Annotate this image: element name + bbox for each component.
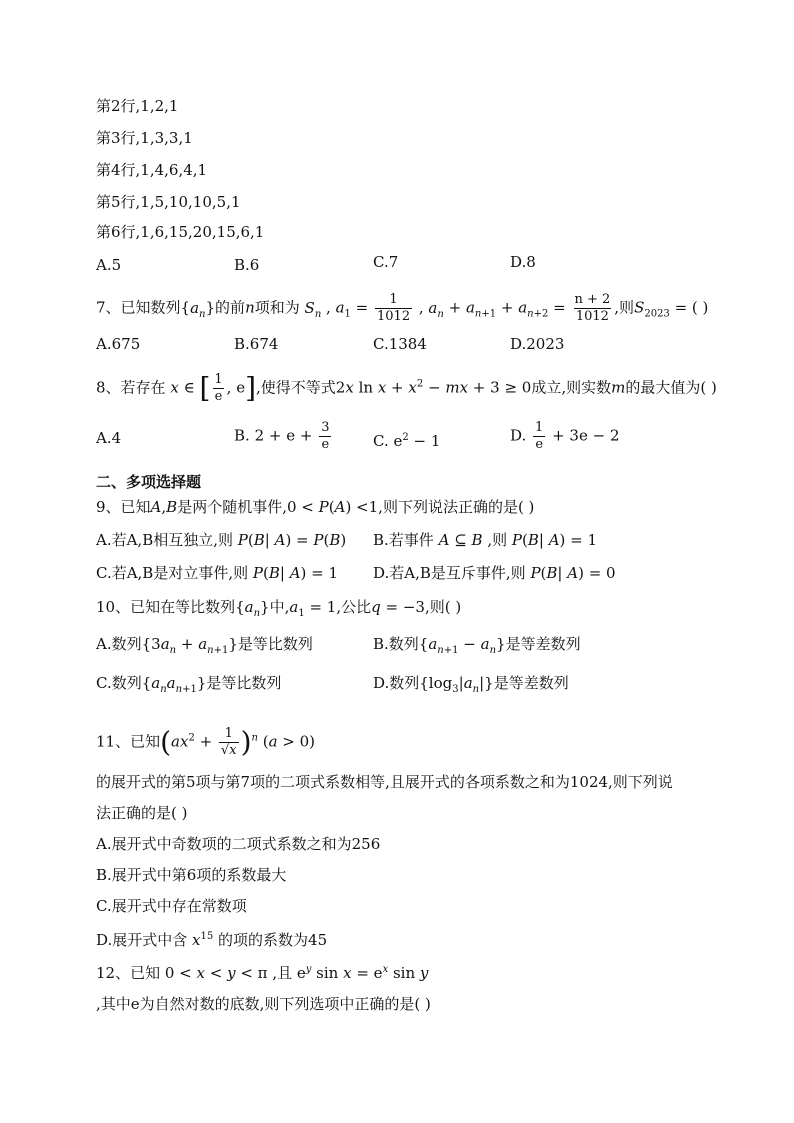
q6-option-b: B.6 (234, 256, 260, 274)
q10-option-b: B.数列$\{a_{n+1} - a_n\}$是等差数列 (373, 635, 581, 656)
q9-option-a: A.若A,B相互独立,则 P(B| A) = P(B) (96, 531, 347, 549)
q7-option-b: B.674 (234, 335, 279, 353)
triangle-row-5: 第5行,1,5,10,10,5,1 (96, 193, 241, 211)
question-12-text: ,其中e为自然对数的底数,则下列选项中正确的是( ) (96, 995, 431, 1013)
question-11-formula: 11、已知($ax^2$ + $\frac{1}{√x}$ )$^n$ (a > 0) (96, 725, 316, 759)
q6-option-c: C.7 (373, 253, 399, 271)
q6-option-d: D.8 (510, 253, 536, 271)
q11-option-d: D.展开式中含 $x^{15}$ 的项的系数为45 (96, 931, 328, 949)
question-12: 12、已知 0 < x < y < π ,且 $e^y$ $\sin x = e^x$ sin y (96, 964, 429, 982)
question-11-text: 的展开式的第5项与第7项的二项式系数相等,且展开式的各项系数之和为1024,则下列说 (96, 773, 673, 791)
question-9: 9、已知A,B是两个随机事件,0 < P(A) <1,则下列说法正确的是( ) (96, 498, 535, 516)
triangle-row-4: 第4行,1,4,6,4,1 (96, 161, 208, 179)
q8-option-c: C. $e^2 - 1$ (373, 432, 441, 450)
q7-option-d: D.2023 (510, 335, 565, 353)
question-7: 7、已知数列$\{a_n\}$的前n项和为 $S_n$ , $a_1$ = $\frac{1}{1012}$ , $a_n + a_{n+1} + a_{n+2}$ = $\frac{n + 2}{1012}$ ,则$S_{2023}$ = ( ) (96, 292, 709, 324)
question-10: 10、已知在等比数列$\{a_n\}$中$,a_1 = 1$,公比q = −3,则( ) (96, 598, 462, 619)
triangle-row-2: 第2行,1,2,1 (96, 97, 179, 115)
q11-option-a: A.展开式中奇数项的二项式系数之和为256 (96, 835, 381, 853)
q7-option-a: A.675 (96, 335, 141, 353)
triangle-row-6: 第6行,1,6,15,20,15,6,1 (96, 223, 265, 241)
q8-option-d: D. $\frac{1}{e}$ + 3e − 2 (510, 420, 620, 452)
q7-option-c: C.1384 (373, 335, 427, 353)
q9-option-d: D.若A,B是互斥事件,则 P(B| A) = 0 (373, 564, 616, 582)
q6-option-a: A.5 (96, 256, 122, 274)
question-8: 8、若存在 x ∈ [ $\frac{1}{e}$ , e],使得不等式2x $\ln x + x^2$ − mx + 3 ≥ 0成立,则实数m的最大值为( ) (96, 371, 717, 405)
q8-option-a: A.4 (96, 429, 122, 447)
q11-option-c: C.展开式中存在常数项 (96, 897, 247, 915)
q8-option-b: B. 2 + e + $\frac{3}{e}$ (234, 420, 330, 452)
triangle-row-3: 第3行,1,3,3,1 (96, 129, 193, 147)
q10-option-c: C.数列$\{a_na_{n+1}\}$是等比数列 (96, 674, 282, 695)
question-11-text-2: 法正确的是( ) (96, 804, 188, 822)
q11-option-b: B.展开式中第6项的系数最大 (96, 866, 287, 884)
q9-option-c: C.若A,B是对立事件,则 P(B| A) = 1 (96, 564, 339, 582)
q10-option-d: D.数列$\{\log_3|a_n|\}$是等差数列 (373, 674, 569, 695)
section-title: 二、多项选择题 (96, 473, 202, 491)
q9-option-b: B.若事件 A ⊆ B ,则 P(B| A) = 1 (373, 531, 598, 549)
q10-option-a: A.数列$\{3a_n + a_{n+1}\}$是等比数列 (96, 635, 313, 656)
